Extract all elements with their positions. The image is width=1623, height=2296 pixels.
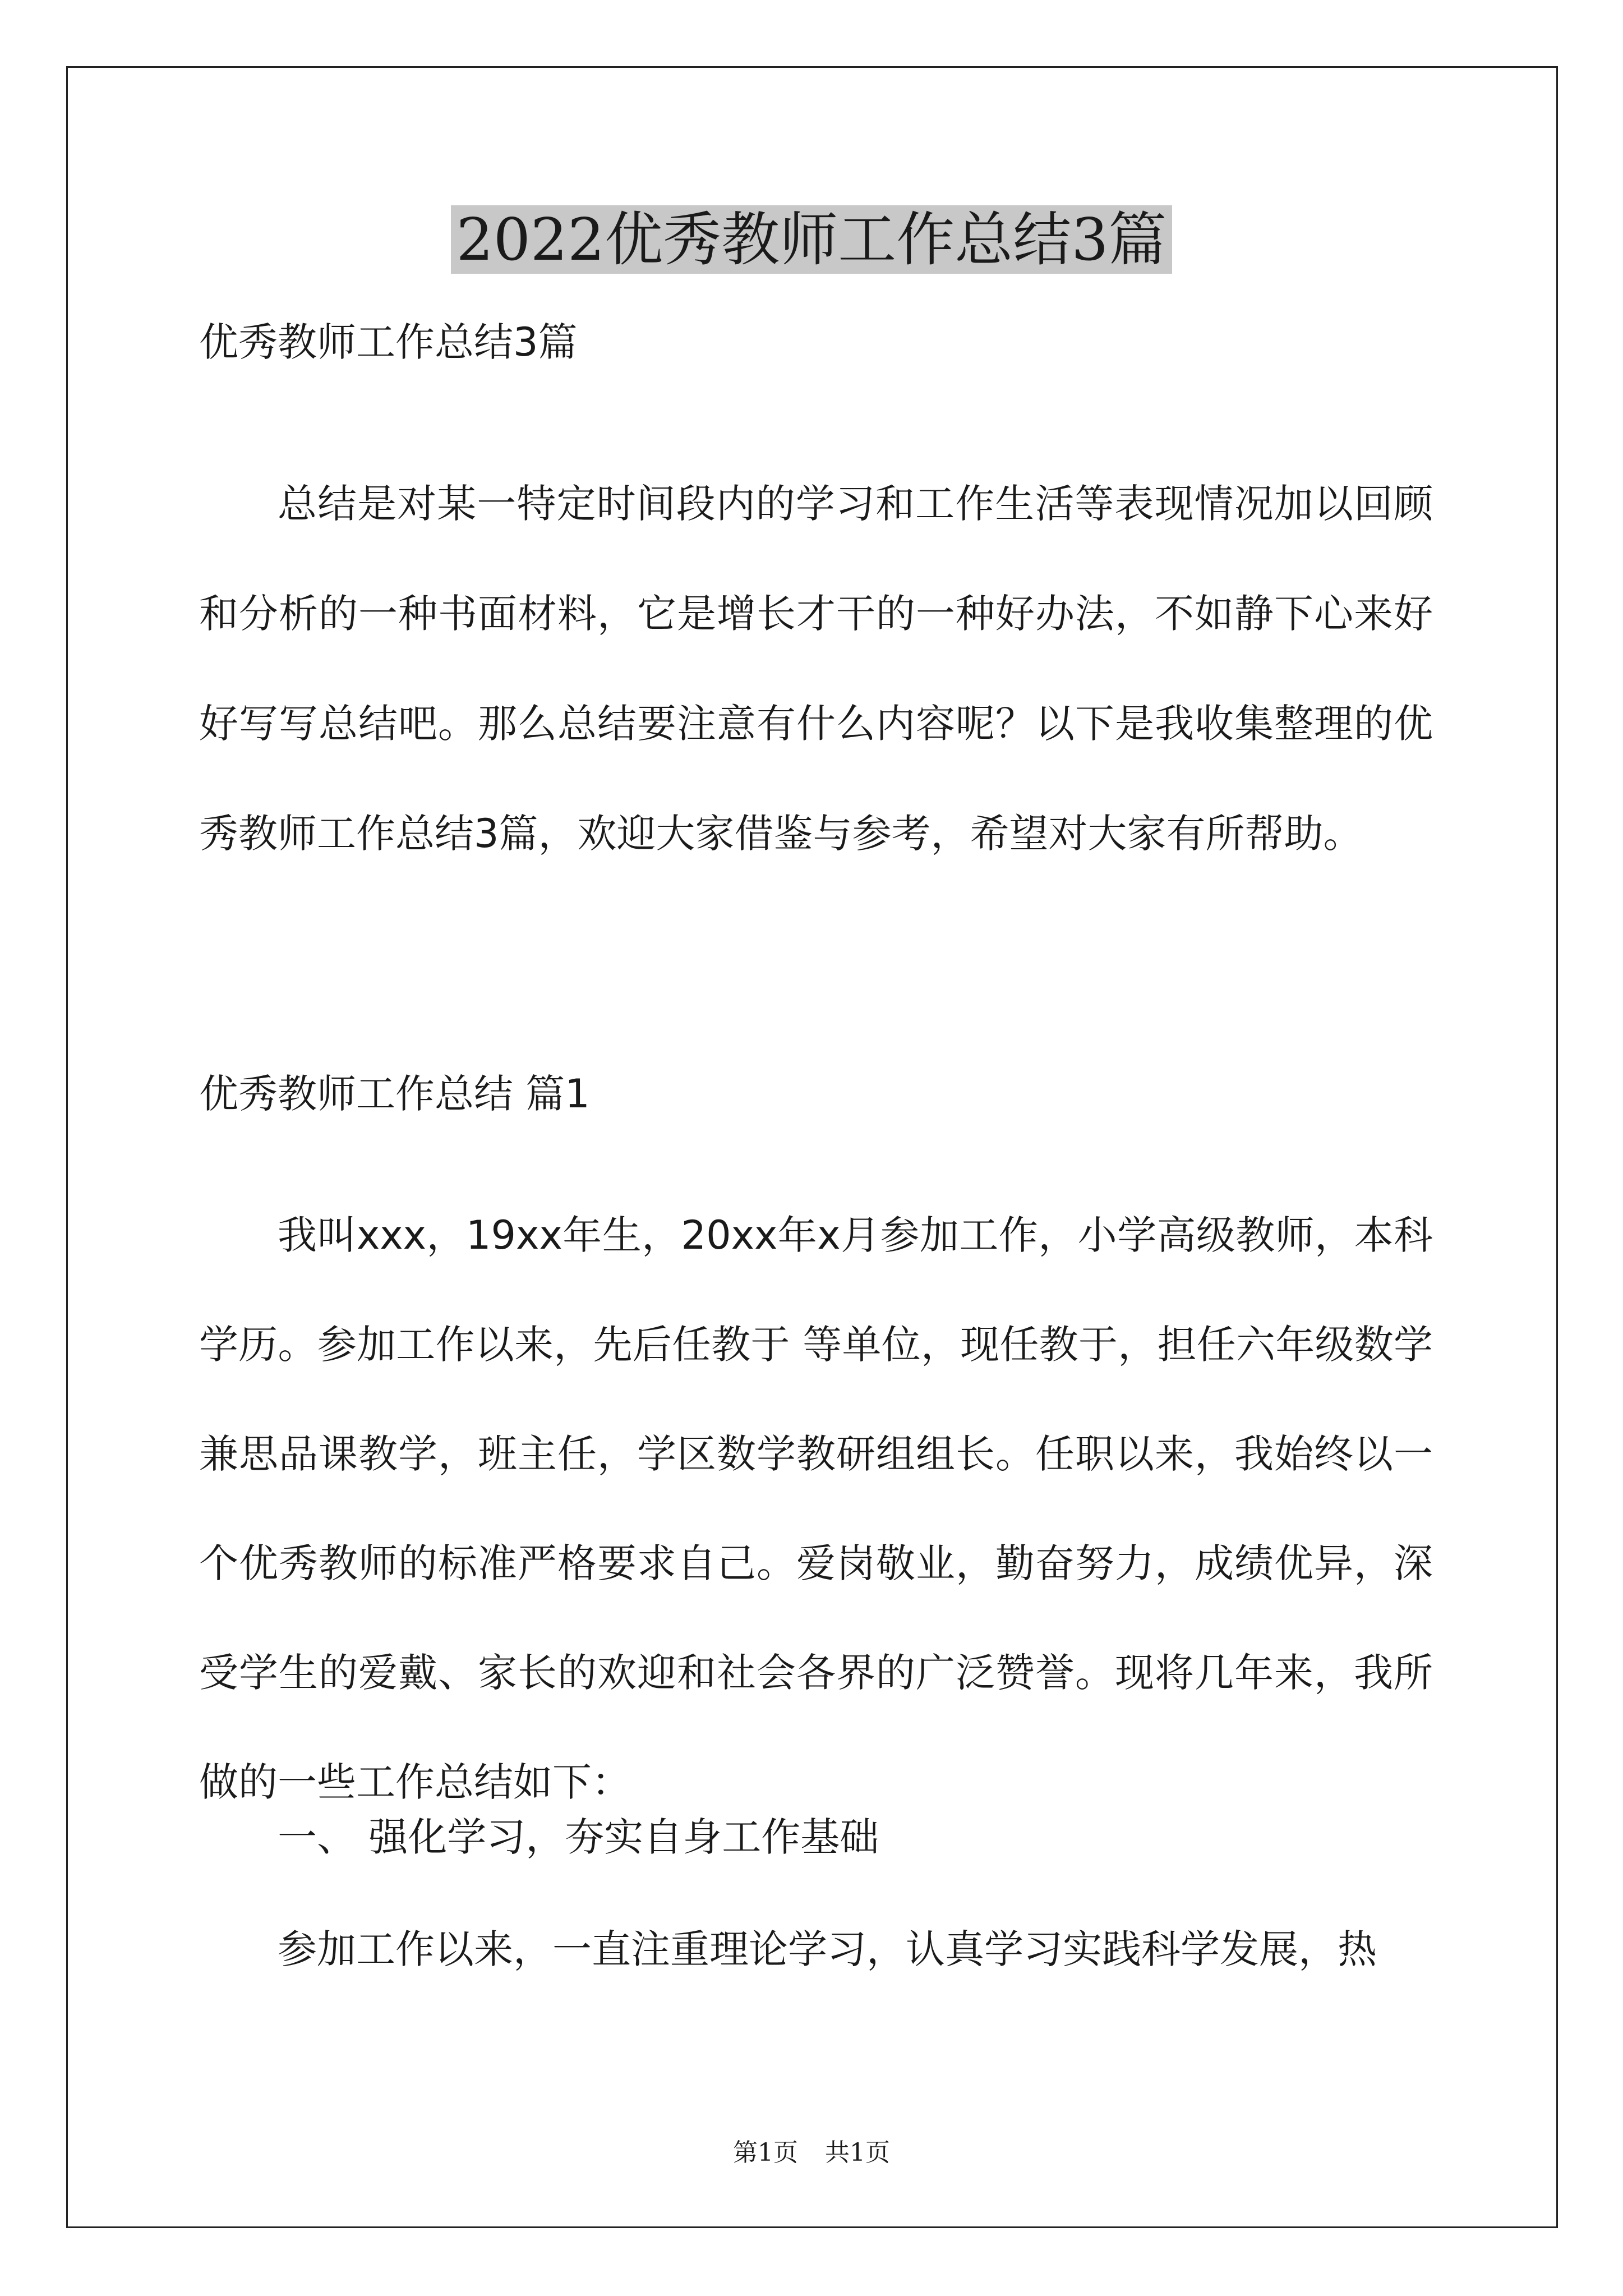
page-number-current: 第1页 (733, 2138, 798, 2167)
section-heading-text: 优秀教师工作总结 篇1 (199, 1071, 590, 1117)
subtitle-text: 优秀教师工作总结3篇 (199, 319, 578, 365)
item-paragraph-text: 参加工作以来，一直注重理论学习，认真学习实践科学发展，热 (278, 1926, 1377, 1972)
section-paragraph (199, 1181, 1433, 1837)
intro-paragraph (199, 449, 1433, 889)
intro-paragraph-text: 总结是对某一特定时间段内的学习和工作生活等表现情况加以回顾和分析的一种书面材料，它是增长才干的一种好办法，不如静下心来好好写写总结吧。那么总结要注意有什么内容呢？以下是我收集整理的优秀教师工作总结3篇，欢迎大家借鉴与参考，希望对大家有所帮助。 (199, 481, 1433, 857)
section-heading (199, 1066, 1433, 1122)
document-subtitle (199, 314, 1433, 370)
page-border (66, 66, 1558, 2228)
document-title-text: 2022优秀教师工作总结3篇 (451, 205, 1173, 274)
item-heading (199, 1809, 1433, 1865)
page-number-total: 共1页 (825, 2138, 890, 2167)
item-heading-text: 一、 强化学习，夯实自身工作基础 (278, 1814, 879, 1860)
section-paragraph-text: 我叫xxx，19xx年生，20xx年x月参加工作，小学高级教师，本科学历。参加工作以来，先后任教于 等单位，现任教于，担任六年级数学兼思品课教学，班主任，学区数学教研组组长。任职以来，我始终以一个优秀教师的标准严格要求自己。爱岗敬业，勤奋努力，成绩优异，深受学生的爱戴、家长的欢迎和社会各界的广泛赞誉。现将几年来，我所做的一些工作总结如下： (199, 1212, 1433, 1805)
page-footer (0, 2136, 1623, 2170)
document-title (0, 197, 1623, 282)
item-paragraph (199, 1921, 1433, 1977)
